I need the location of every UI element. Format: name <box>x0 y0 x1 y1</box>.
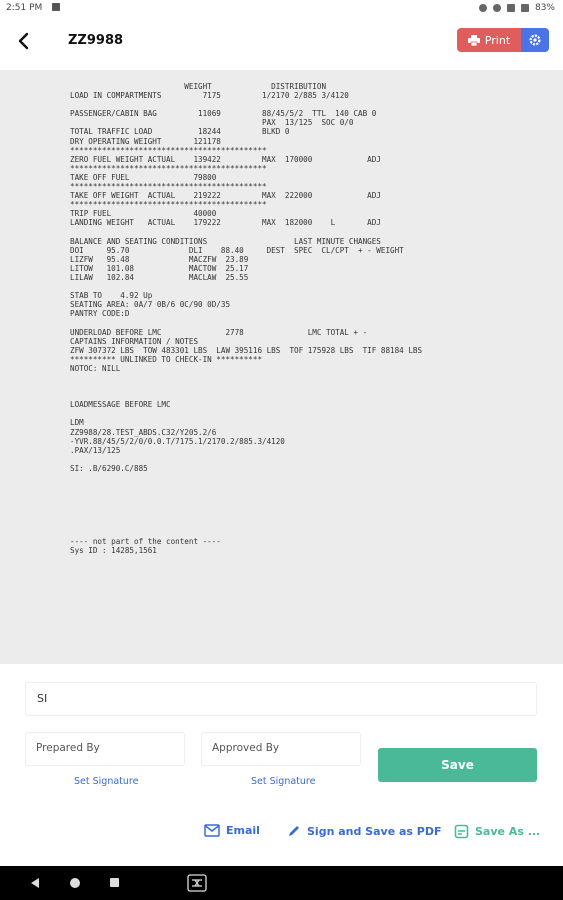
email-button[interactable] <box>204 824 260 837</box>
gear-icon <box>528 33 542 47</box>
print-label: Print <box>484 33 511 47</box>
approved-by-input[interactable] <box>201 732 361 766</box>
page-title: ZZ9988 <box>68 33 124 48</box>
sign-save-pdf-button[interactable] <box>287 824 442 838</box>
status-icons <box>479 3 555 13</box>
pen-icon <box>287 824 301 838</box>
save-as-label: Save As ... <box>475 825 541 838</box>
save-label: Save <box>441 758 474 772</box>
approved-by-placeholder: Approved By <box>212 742 280 754</box>
arrow-left-icon <box>12 28 38 54</box>
load-sheet-document <box>0 70 563 664</box>
printer-icon <box>468 35 480 46</box>
back-button[interactable] <box>12 28 38 54</box>
save-button[interactable] <box>378 748 537 782</box>
print-button[interactable] <box>457 28 521 52</box>
si-value: SI <box>37 692 48 705</box>
si-input[interactable] <box>25 682 537 716</box>
save-as-button[interactable] <box>454 824 540 839</box>
battery-percent: 83% <box>534 3 555 13</box>
status-bar <box>0 0 563 18</box>
sync-icon <box>479 4 487 12</box>
set-signature-prepared-link[interactable]: Set Signature <box>74 776 139 787</box>
system-nav-bar <box>0 866 563 900</box>
nav-back-icon[interactable] <box>31 878 39 888</box>
sign-save-pdf-label: Sign and Save as PDF <box>307 824 442 838</box>
settings-button[interactable] <box>521 28 549 52</box>
set-signature-approved-link[interactable]: Set Signature <box>251 776 316 787</box>
app-bar <box>0 18 563 66</box>
app-switch-icon[interactable] <box>187 874 207 892</box>
prepared-by-placeholder: Prepared By <box>36 742 100 754</box>
status-time: 2:51 PM <box>6 3 43 13</box>
email-label: Email <box>226 824 260 837</box>
document-text: WEIGHT DISTRIBUTION LOAD IN COMPARTMENTS 7175 1/2170 2/885 3/4120 PASSENGER/CABIN BAG 11069 88/45/5/2 TTL 140 CAB 0 PAX 13/125 SOC 0/0 TOTAL TRAFFIC LOAD 18244 BLKD 0 DRY OPERATING WEIGHT 121178 ******************************************* ZERO FUEL WEIGHT ACTUAL 139422 MAX 170000 ADJ ******************************************* TAKE OFF FUEL 79800 ******************************************* TAKE OFF WEIGHT ACTUAL 219222 MAX 222000 ADJ ******************************************* TRIP FUEL 40000 LANDING WEIGHT ACTUAL 179222 MAX 182000 L ADJ BALANCE AND SEATING CONDITIONS LAST MINUTE CHANGES DOI 95.70 DLI 88.40 DEST SPEC CL/CPT + - WEIGHT LIZFW 95.48 MACZFW 23.89 LITOW 101.08 MACTOW 25.17 LILAW 102.84 MACLAW 25.55 STAB TO 4.92 Up SEATING AREA: 0A/7 0B/6 0C/90 0D/35 PANTRY CODE:D UNDERLOAD BEFORE LMC 2778 LMC TOTAL + - CAPTAINS INFORMATION / NOTES ZFW 307372 LBS TOW 483301 LBS LAW 395116 LBS TOF 175928 LBS TIF 88184 LBS ********** UNLINKED TO CHECK-IN ********** NOTOC: NILL LOADMESSAGE BEFORE LMC LDM ZZ9988/28.TEST_ABDS.C32/Y205.2/6 -YVR.88/45/5/2/0/0.0.T/7175.1/2170.2/885.3/4120 .PAX/13/125 SI: .B/6290.C/885 ---- not part of the content ---- Sys ID : 14285,1561 <box>70 82 423 555</box>
nav-home-icon[interactable] <box>70 878 80 888</box>
battery-icon <box>521 4 529 12</box>
prepared-by-input[interactable] <box>25 732 185 766</box>
calendar-icon <box>52 3 60 11</box>
mail-icon <box>204 824 220 837</box>
wifi-icon <box>493 4 501 12</box>
nav-recent-icon[interactable] <box>110 878 119 887</box>
airplane-icon <box>507 4 515 12</box>
save-as-icon <box>454 824 469 839</box>
